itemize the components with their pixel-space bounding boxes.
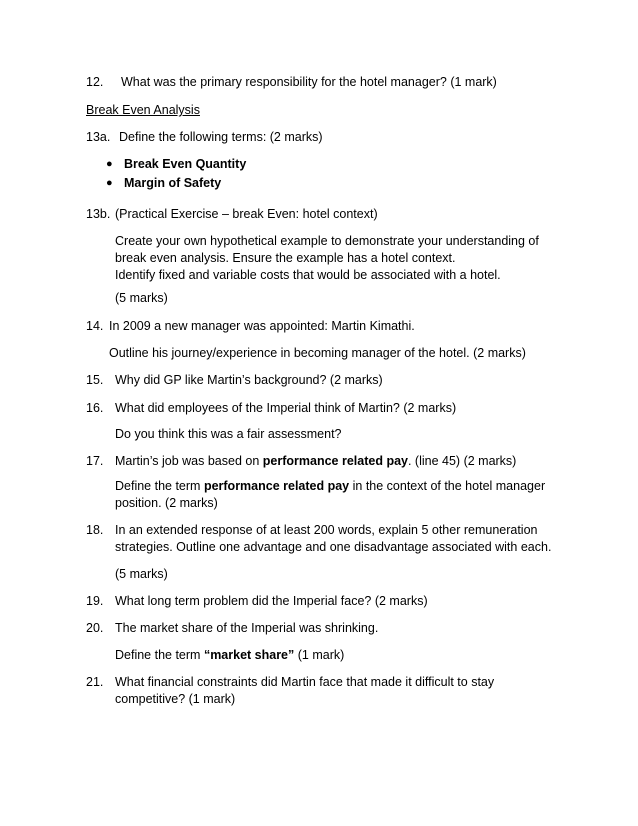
question-number: 19. [86, 594, 104, 608]
question-text: What was the primary responsibility for the hotel manager? (1 mark) [121, 75, 497, 89]
bold-term: “market share” [203, 648, 295, 662]
bullet-text: Break Even Quantity [124, 157, 247, 171]
question-number: 17. [86, 454, 104, 468]
question-text: Define the following terms: (2 marks) [119, 130, 323, 144]
question-number: 14. [86, 319, 104, 333]
question-number: 13a. [86, 130, 111, 144]
question-number: 15. [86, 373, 104, 387]
question-text: Define the term “market share” (1 mark) [115, 648, 345, 662]
question-text: In an extended response of at least 200 words, explain 5 other remuneration [115, 523, 538, 537]
bullet-icon: ● [106, 177, 113, 189]
question-text: Outline his journey/experience in becoming manager of the hotel. (2 marks) [109, 346, 526, 360]
question-text: break even analysis. Ensure the example has a hotel context. [115, 251, 456, 265]
question-text: Define the term performance related pay in the context of the hotel manager [115, 479, 546, 493]
bold-term: performance related pay [203, 479, 350, 493]
question-text: What did employees of the Imperial think of Martin? (2 marks) [115, 401, 457, 415]
question-text: Do you think this was a fair assessment? [115, 427, 342, 441]
question-text: position. (2 marks) [115, 496, 218, 510]
question-text: (Practical Exercise – break Even: hotel context) [115, 207, 378, 221]
bullet-text: Margin of Safety [124, 176, 222, 190]
question-number: 18. [86, 523, 104, 537]
question-number: 13b. [86, 207, 111, 221]
marks-text: (5 marks) [115, 291, 168, 305]
question-number: 12. [86, 75, 104, 89]
heading-text: Break Even Analysis [86, 103, 200, 117]
question-text: What financial constraints did Martin face that made it difficult to stay [115, 675, 495, 689]
question-text: What long term problem did the Imperial face? (2 marks) [115, 594, 428, 608]
bullet-icon: ● [106, 158, 113, 170]
question-text: strategies. Outline one advantage and one disadvantage associated with each. [115, 540, 552, 554]
question-text: Why did GP like Martin’s background? (2 marks) [115, 373, 383, 387]
marks-text: (5 marks) [115, 567, 168, 581]
question-number: 20. [86, 621, 104, 635]
question-text: The market share of the Imperial was shrinking. [115, 621, 379, 635]
question-number: 21. [86, 675, 104, 689]
bold-term: performance related pay [262, 454, 408, 468]
question-number: 16. [86, 401, 104, 415]
question-text: Martin’s job was based on performance related pay. (line 45) (2 marks) [115, 454, 517, 468]
question-text: In 2009 a new manager was appointed: Martin Kimathi. [109, 319, 415, 333]
question-text: competitive? (1 mark) [115, 692, 236, 706]
question-text: Create your own hypothetical example to demonstrate your understanding of [115, 234, 539, 248]
question-text: Identify fixed and variable costs that would be associated with a hotel. [115, 268, 501, 282]
